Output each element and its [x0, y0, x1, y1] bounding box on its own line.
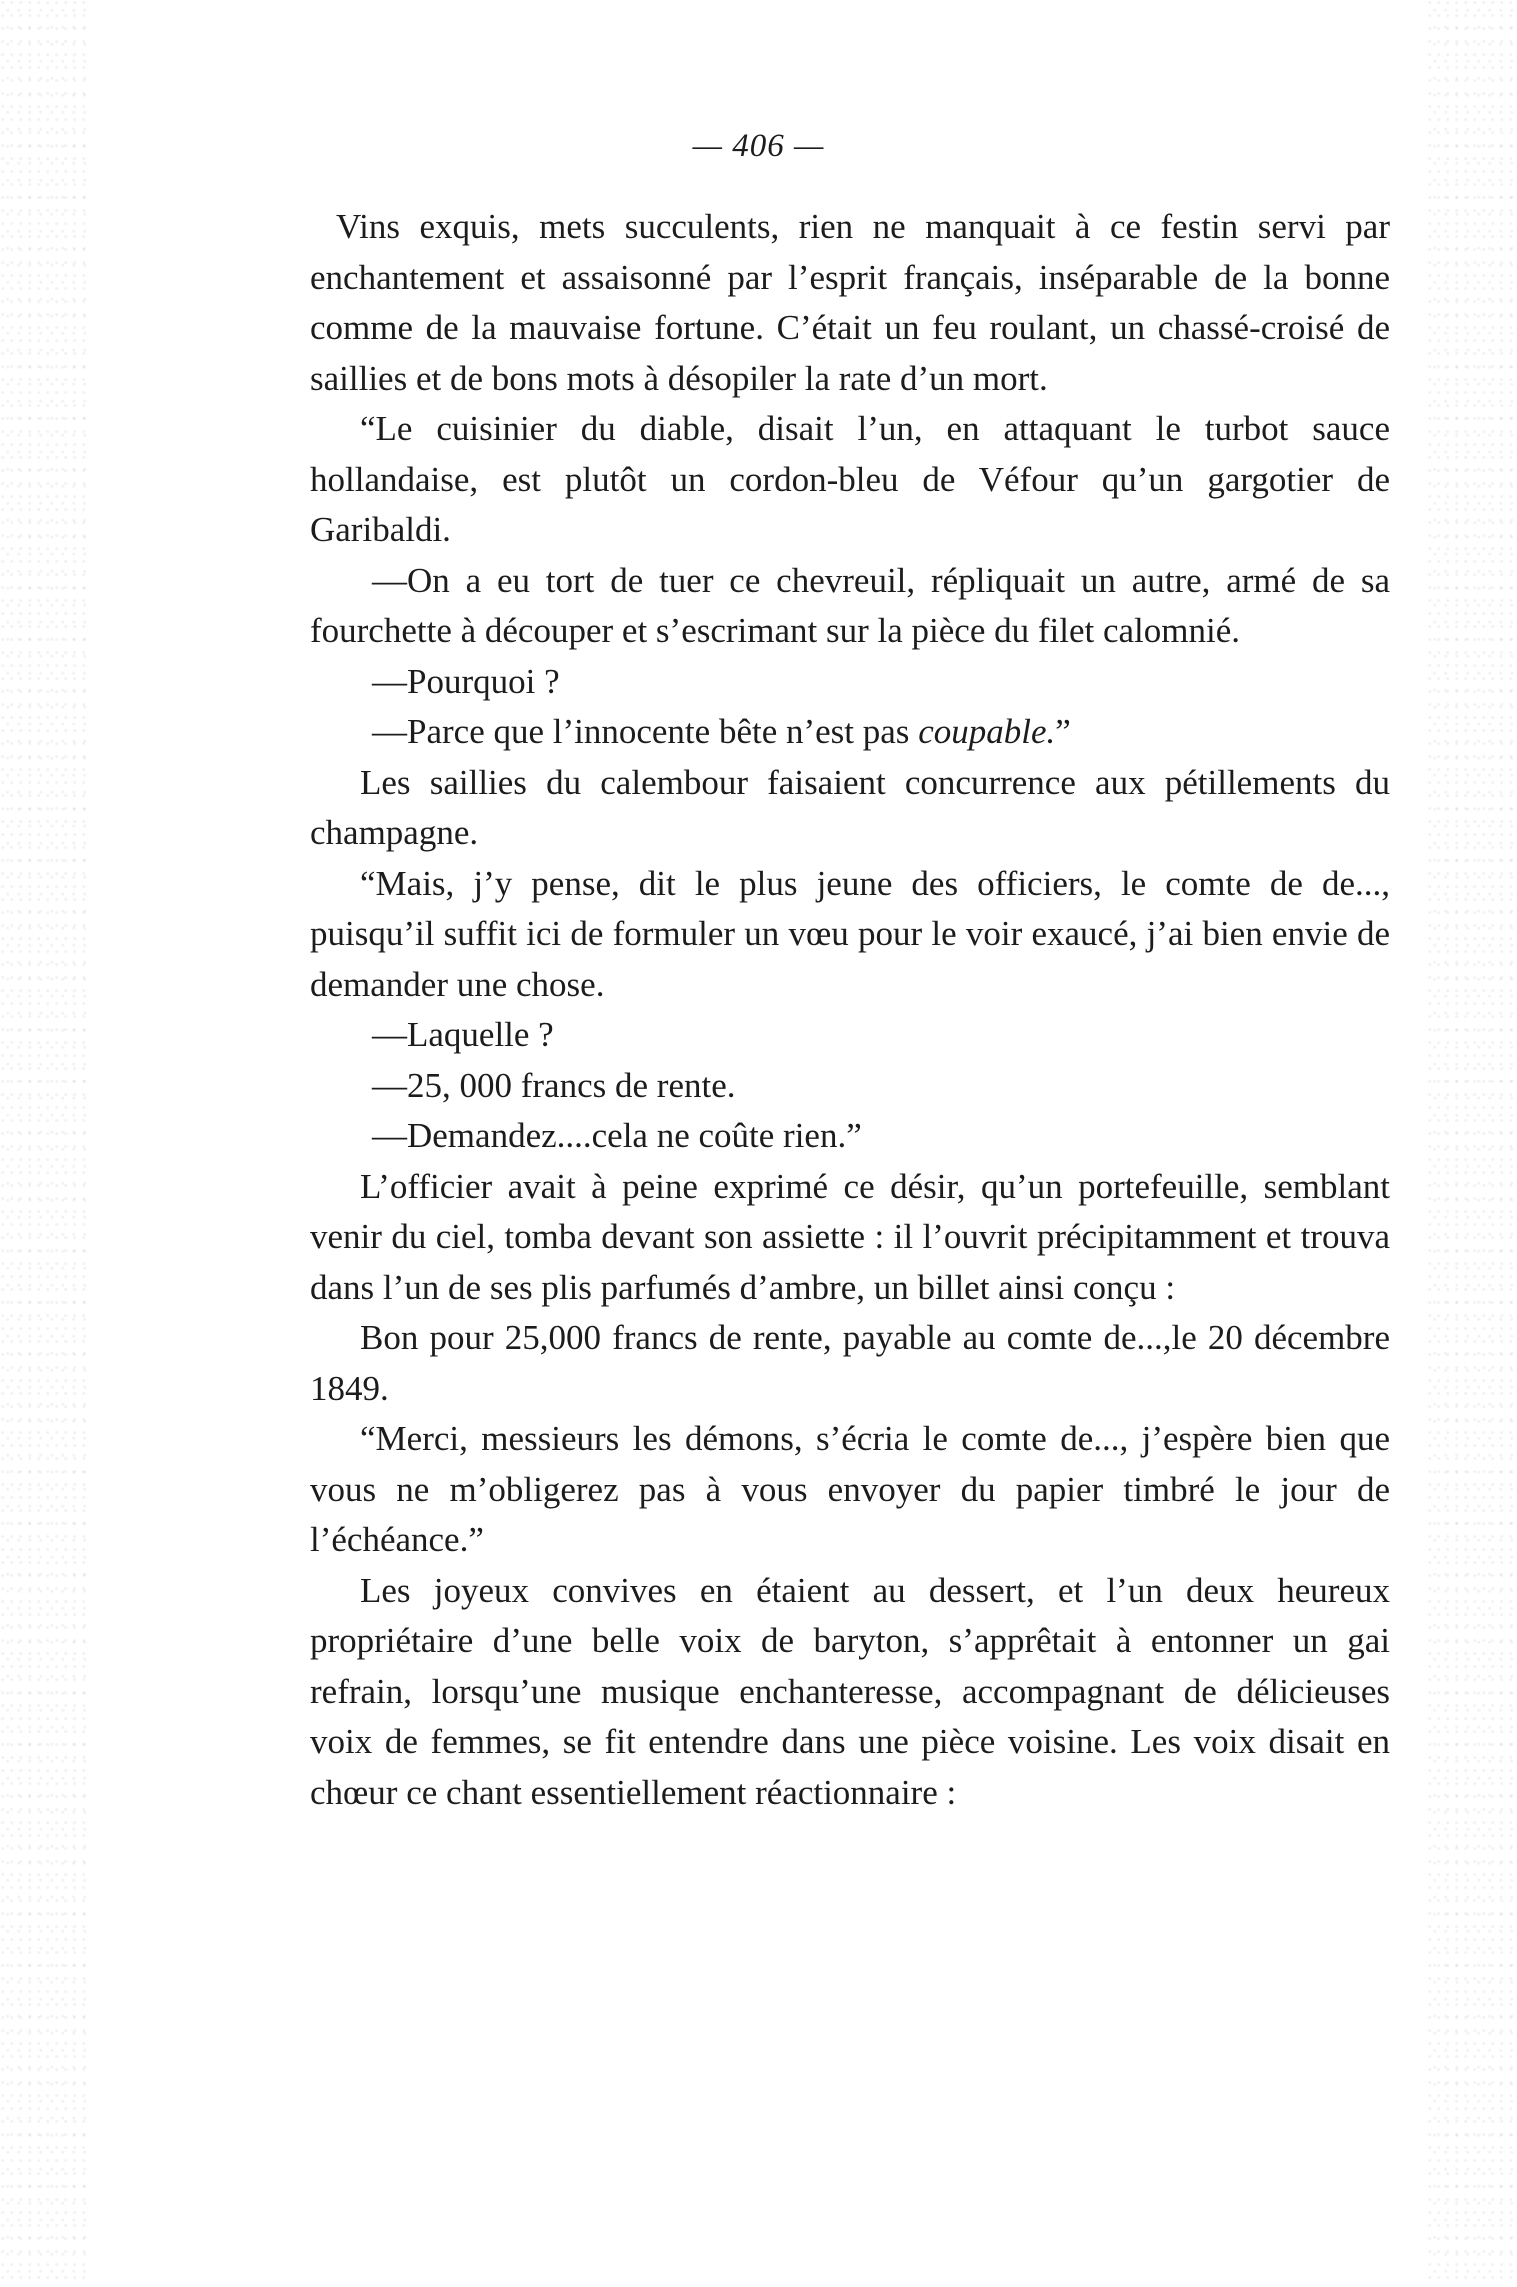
paragraph: —Demandez....cela ne coûte rien.” — [372, 1116, 862, 1155]
paragraph: Les saillies du calembour faisaient concurrence aux pétillements du champagne. — [310, 762, 1390, 852]
paragraph: “Mais, j’y pense, dit le plus jeune des officiers, le comte de de..., puisqu’il suffit ici de formuler un vœu pour le voir exaucé, j’ai bien envie de demander une chose. — [310, 863, 1390, 1004]
paragraph: L’officier avait à peine exprimé ce désir, qu’un portefeuille, semblant venir du ciel, tomba devant son assiette : il l’ouvrit précipitamment et trouva dans l’un de ses plis parfumés d’ambre, un billet ainsi conçu : — [310, 1166, 1390, 1307]
paragraph: —Pourquoi ? — [372, 661, 560, 701]
paragraph: —On a eu tort de tuer ce chevreuil, répliquait un autre, armé de sa fourchette à découper et s’escrimant sur la pièce du filet calomnié. — [310, 560, 1390, 650]
paragraph: “Le cuisinier du diable, disait l’un, en attaquant le turbot sauce hollandaise, est plutôt un cordon-bleu de Véfour qu’un gargotier de Garibaldi. — [310, 409, 1390, 549]
paragraph: —Laquelle ? — [372, 1015, 554, 1054]
paragraph: Vins exquis, mets succulents, rien ne manquait à ce festin servi par enchantement et assaisonné par l’esprit français, inséparable de la bonne comme de la mauvaise fortune. C’était un feu roulant, un chassé-croisé de saillies et de bons mots à désopiler la rate d’un mort. — [310, 207, 1390, 398]
scan-noise-right — [1427, 0, 1517, 2287]
paragraph: Bon pour 25,000 francs de rente, payable au comte de...,le 20 décembre 1849. — [310, 1318, 1390, 1408]
closing-quote: ” — [1055, 712, 1071, 751]
scan-noise-left — [0, 0, 90, 2287]
paragraph-text: —Parce que l’innocente bête n’est pas — [372, 712, 919, 751]
paragraph — [310, 707, 1390, 758]
paragraph: “Merci, messieurs les démons, s’écria le comte de..., j’espère bien que vous ne m’obligerez pas à vous envoyer du papier timbré le jour de l’échéance.” — [310, 1419, 1390, 1559]
paragraph: —25, 000 francs de rente. — [372, 1065, 736, 1105]
body-text — [310, 202, 1390, 1818]
emphasized-word: coupable. — [918, 712, 1056, 751]
page-number: — 406 — — [692, 128, 825, 164]
paragraph: Les joyeux convives en étaient au dessert, et l’un deux heureux propriétaire d’une belle voix de baryton, s’apprêtait à entonner un gai refrain, lorsqu’une musique enchanteresse, accompagnant de délicieuses voix de femmes, se fit entendre dans une pièce voisine. Les voix disait en chœur ce chant essentiellement réactionnaire : — [310, 1570, 1390, 1812]
